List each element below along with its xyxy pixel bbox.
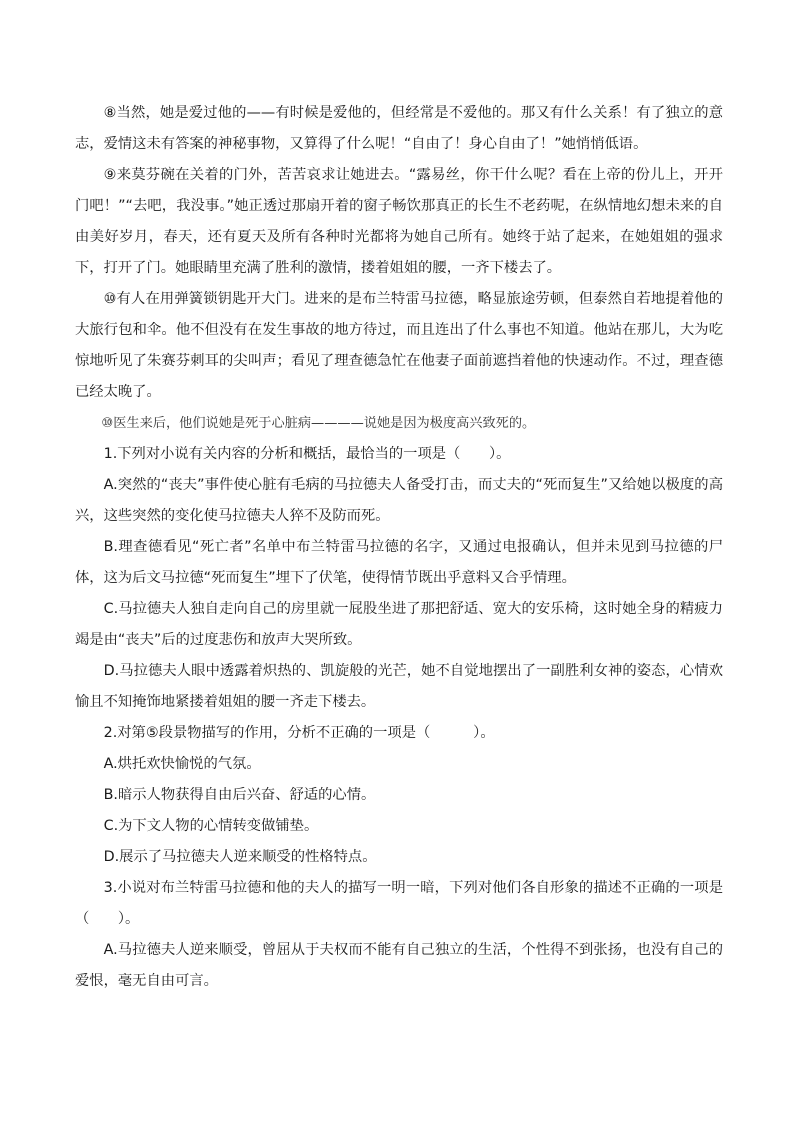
question-2-stem: 2.对第⑤段景物描写的作用，分析不正确的一项是（ ）。	[103, 725, 495, 741]
question-1-stem: 1.下列对小说有关内容的分析和概括，最恰当的一项是（ ）。	[103, 446, 511, 462]
question-2-option-d: D.展示了马拉德夫人逆来顺受的性格特点。	[103, 849, 377, 865]
paragraph-8: ⑧当然，她是爱过他的——有时候是爱他的，但经常是不爱他的。那又有什么关系！有了独立的意志，爱情这未有答案的神秘事物，又算得了什么呢！“自由了！身心自由了！”她悄悄低语。	[75, 105, 723, 152]
question-1-option-d: D.马拉德夫人眼中透露着炽热的、凯旋般的光芒，她不自觉地摆出了一副胜利女神的姿态，心情欢愉且不知掩饰地紧搂着姐姐的腰一齐走下楼去。	[75, 663, 723, 710]
question-3-stem: 3.小说对布兰特雷马拉德和他的夫人的描写一明一暗，下列对他们各自形象的描述不正确的一项是（ ）。	[75, 880, 723, 927]
question-1-option-b: B.理查德看见“死亡者”名单中布兰特雷马拉德的名字，又通过电报确认，但并未见到马拉德的尸体，这为后文马拉德“死而复生”埋下了伏笔，使得情节既出乎意料又合乎情理。	[75, 539, 723, 586]
question-2-option-a: A.烘托欢快愉悦的气氛。	[103, 756, 261, 772]
paragraph-11: ⑩医生来后，他们说她是死于心脏病————说她是因为极度高兴致死的。	[101, 416, 536, 431]
question-1-option-a: A.突然的“丧夫”事件使心脏有毛病的马拉德夫人备受打击，而丈夫的“死而复生”又给她以极度的高兴，这些突然的变化使马拉德夫人猝不及防而死。	[75, 477, 723, 524]
question-1-option-c: C.马拉德夫人独自走向自己的房里就一屁股坐进了那把舒适、宽大的安乐椅，这时她全身的精疲力竭是由“丧夫”后的过度悲伤和放声大哭所致。	[75, 601, 723, 648]
question-3-option-a: A.马拉德夫人逆来顺受，曾屈从于夫权而不能有自己独立的生活，个性得不到张扬，也没有自己的爱恨，毫无自由可言。	[75, 942, 723, 989]
paragraph-10: ⑩有人在用弹簧锁钥匙开大门。进来的是布兰特雷马拉德，略显旅途劳顿，但泰然自若地提着他的大旅行包和伞。他不但没有在发生事故的地方待过，而且连出了什么事也不知道。他站在那儿，大为吃惊地听见了朱赛芬刺耳的尖叫声；看见了理查德急忙在他妻子面前遮挡着他的快速动作。不过，理查德已经太晚了。	[75, 291, 723, 400]
question-2-option-c: C.为下文人物的心情转变做铺垫。	[103, 818, 319, 834]
document-body	[75, 98, 723, 997]
question-2-option-b: B.暗示人物获得自由后兴奋、舒适的心情。	[103, 787, 376, 803]
paragraph-9: ⑨来莫芬碗在关着的门外，苦苦哀求让她进去。“露易丝，你干什么呢？看在上帝的份儿上，开开门吧！”“去吧，我没事。”她正透过那扇开着的窗子畅饮那真正的长生不老药呢，在纵情地幻想未来的自由美好岁月，春天，还有夏天及所有各种时光都将为她自己所有。她终于站了起来，在她姐姐的强求下，打开了门。她眼睛里充满了胜利的激情，搂着姐姐的腰，一齐下楼去了。	[75, 167, 723, 276]
